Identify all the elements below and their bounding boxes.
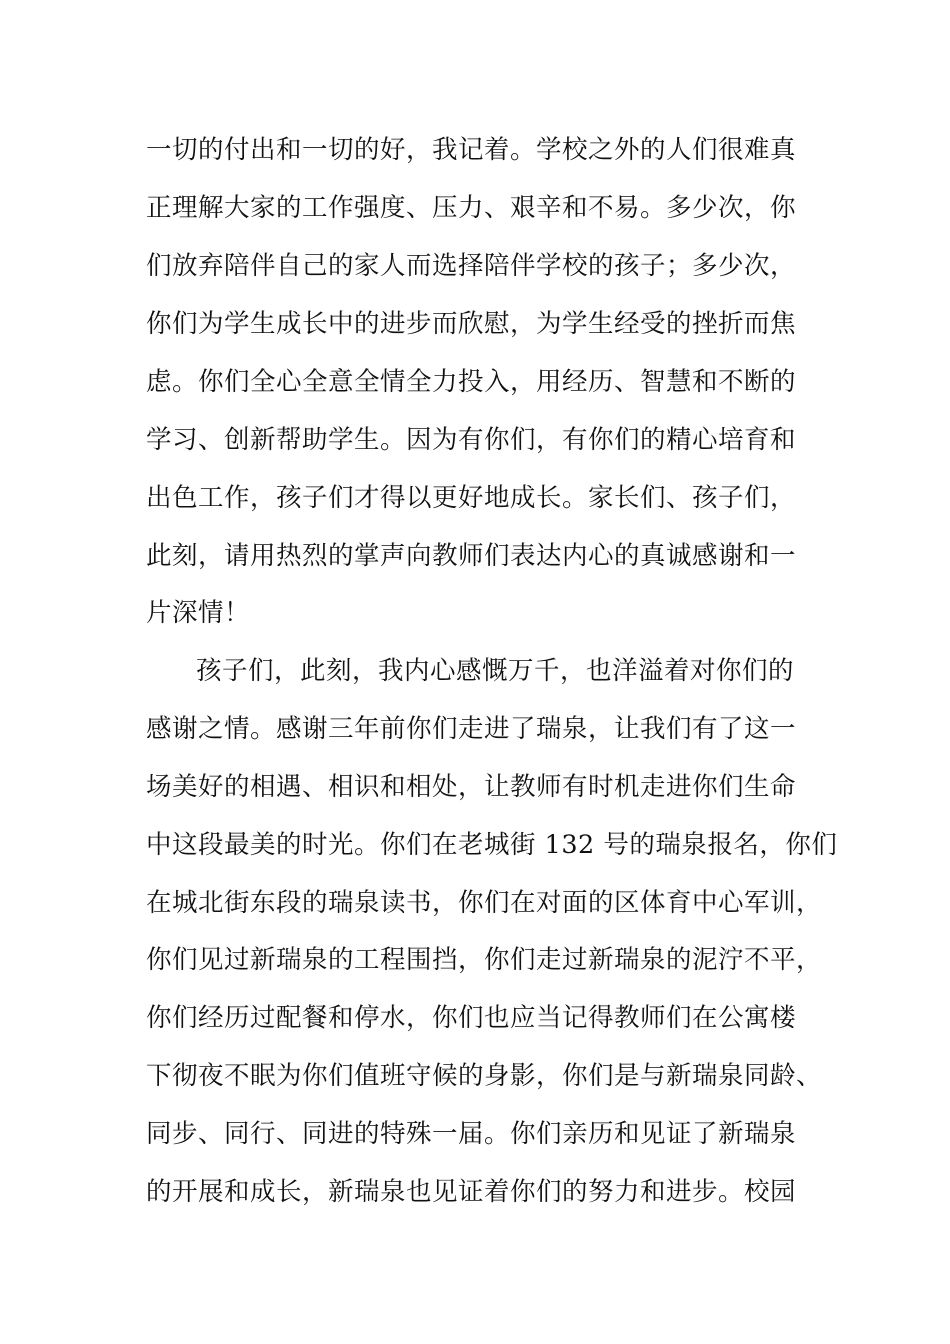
text-line: 感谢之情。感谢三年前你们走进了瑞泉，让我们有了这一 (146, 714, 797, 744)
text-line: 同步、同行、同进的特殊一届。你们亲历和见证了新瑞泉 (146, 1119, 797, 1149)
text-line: 正理解大家的工作强度、压力、艰辛和不易。多少次，你 (146, 193, 797, 223)
text-line: 的开展和成长，新瑞泉也见证着你们的努力和进步。校园 (146, 1177, 797, 1207)
text-line: 虑。你们全心全意全情全力投入，用经历、智慧和不断的 (146, 367, 797, 397)
text-line: 们放弃陪伴自己的家人而选择陪伴学校的孩子；多少次， (146, 251, 797, 281)
text-line: 你们经历过配餐和停水，你们也应当记得教师们在公寓楼 (146, 1003, 797, 1033)
text-line: 中这段最美的时光。你们在老城街 132 号的瑞泉报名，你们 (146, 830, 838, 860)
text-line: 片深情！ (146, 598, 251, 628)
text-line: 此刻，请用热烈的掌声向教师们表达内心的真诚感谢和一 (146, 541, 797, 571)
text-line: 你们见过新瑞泉的工程围挡，你们走过新瑞泉的泥泞不平， (146, 945, 823, 975)
paragraph-first-line: 孩子们，此刻，我内心感慨万千，也洋溢着对你们的 (196, 656, 795, 686)
text-line: 下彻夜不眠为你们值班守候的身影，你们是与新瑞泉同龄、 (146, 1061, 823, 1091)
text-line: 一切的付出和一切的好，我记着。学校之外的人们很难真 (146, 135, 797, 165)
text-line: 你们为学生成长中的进步而欣慰，为学生经受的挫折而焦 (146, 309, 797, 339)
text-line: 场美好的相遇、相识和相处，让教师有时机走进你们生命 (146, 772, 797, 802)
text-line: 学习、创新帮助学生。因为有你们，有你们的精心培育和 (146, 425, 797, 455)
text-line: 在城北街东段的瑞泉读书，你们在对面的区体育中心军训， (146, 888, 823, 918)
text-line: 出色工作，孩子们才得以更好地成长。家长们、孩子们， (146, 483, 797, 513)
